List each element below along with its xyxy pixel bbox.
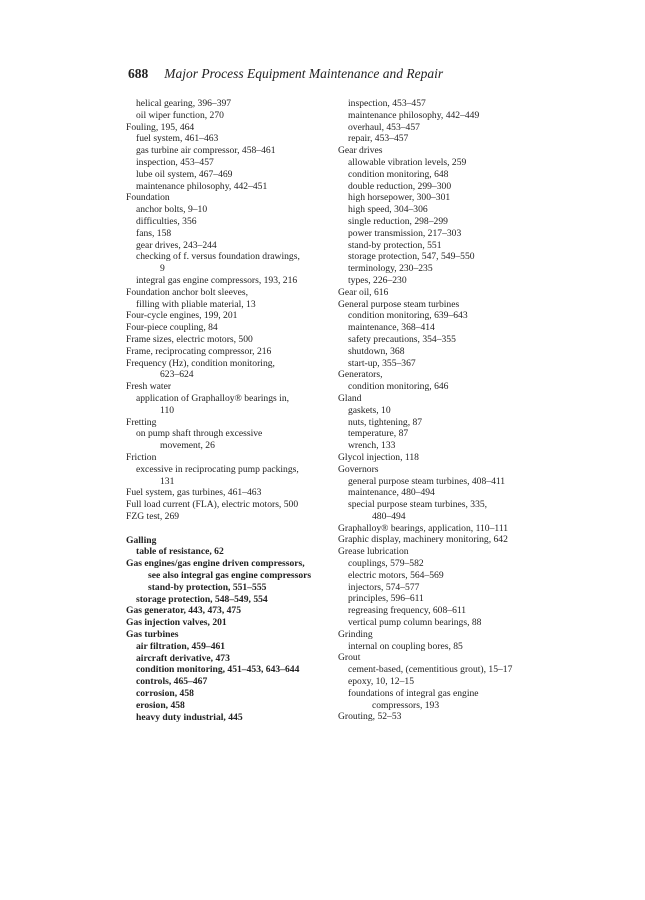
index-subentry: filling with pliable material, 13 xyxy=(136,298,256,310)
index-subentry: storage protection, 547, 549–550 xyxy=(348,251,475,263)
index-entry: Foundation anchor bolt sleeves, xyxy=(126,286,249,298)
index-subentry: nuts, tightening, 87 xyxy=(348,416,423,428)
index-subentry: allowable vibration levels, 259 xyxy=(348,156,467,168)
index-subentry: temperature, 87 xyxy=(348,428,409,440)
index-subentry: gaskets, 10 xyxy=(348,404,391,416)
index-entry: Foundation xyxy=(126,192,170,204)
index-subentry: 480–494 xyxy=(372,510,406,522)
index-subentry: movement, 26 xyxy=(160,440,215,452)
index-entry: Four-cycle engines, 199, 201 xyxy=(126,310,238,322)
index-subentry: maintenance philosophy, 442–449 xyxy=(348,109,480,121)
index-subentry: controls, 465–467 xyxy=(136,676,208,688)
index-subentry: fans, 158 xyxy=(136,227,172,239)
index-subentry: air filtration, 459–461 xyxy=(136,640,226,652)
index-subentry: inspection, 453–457 xyxy=(136,156,214,168)
index-subentry: high speed, 304–306 xyxy=(348,204,428,216)
index-entry: Gear drives xyxy=(338,145,383,157)
index-entry: Fresh water xyxy=(126,381,172,393)
index-entry: Grinding xyxy=(338,628,373,640)
index-subentry: 623–624 xyxy=(160,369,194,381)
index-entry: Fouling, 195, 464 xyxy=(126,121,195,133)
index-subentry: wrench, 133 xyxy=(348,440,396,452)
index-column-left xyxy=(126,98,332,723)
index-subentry: regreasing frequency, 608–611 xyxy=(348,605,467,617)
index-entry: Gas turbines xyxy=(126,629,179,641)
index-subentry: aircraft derivative, 473 xyxy=(136,652,230,664)
index-subentry: shutdown, 368 xyxy=(348,345,405,357)
index-entry: Gear oil, 616 xyxy=(338,286,389,298)
index-subentry: 131 xyxy=(160,475,175,487)
index-subentry: double reduction, 299–300 xyxy=(348,180,452,192)
index-subentry: vertical pump column bearings, 88 xyxy=(348,617,482,629)
index-subentry: application of Graphalloy® bearings in, xyxy=(136,392,290,404)
index-subentry: couplings, 579–582 xyxy=(348,558,424,570)
index-entry: Gas generator, 443, 473, 475 xyxy=(126,605,242,617)
index-subentry: overhaul, 453–457 xyxy=(348,121,420,133)
index-subentry: cement-based, (cementitious grout), 15–17 xyxy=(348,664,513,676)
index-subentry: repair, 453–457 xyxy=(348,133,409,145)
index-subentry: stand-by protection, 551 xyxy=(348,239,442,251)
index-subentry: storage protection, 548–549, 554 xyxy=(136,593,268,605)
page-header xyxy=(128,66,443,82)
index-entry: Friction xyxy=(126,451,157,463)
index-entry: FZG test, 269 xyxy=(126,510,180,522)
index-entry: Grease lubrication xyxy=(338,546,409,558)
index-subentry: oil wiper function, 270 xyxy=(136,109,224,121)
page-number: 688 xyxy=(128,66,149,81)
index-entry: Gas engines/gas engine driven compressors, xyxy=(126,558,305,570)
index-entry: Graphalloy® bearings, application, 110–111 xyxy=(338,522,509,534)
index-entry: Gas injection valves, 201 xyxy=(126,617,227,629)
index-subentry: types, 226–230 xyxy=(348,274,407,286)
running-title: Major Process Equipment Maintenance and Repair xyxy=(164,66,444,81)
index-subentry: condition monitoring, 451–453, 643–644 xyxy=(136,664,300,676)
index-subentry: inspection, 453–457 xyxy=(348,98,426,109)
index-subentry: gear drives, 243–244 xyxy=(136,239,217,251)
index-entry: Gland xyxy=(338,392,362,404)
section-gap xyxy=(126,523,332,535)
index-entry: Grout xyxy=(338,652,361,664)
index-subentry: condition monitoring, 646 xyxy=(348,381,449,393)
index-subentry: 9 xyxy=(160,263,165,275)
index-entry: Full load current (FLA), electric motors, 500 xyxy=(126,499,299,511)
index-subentry: erosion, 458 xyxy=(136,699,185,711)
index-subentry: condition monitoring, 639–643 xyxy=(348,310,468,322)
index-subentry: power transmission, 217–303 xyxy=(348,227,462,239)
index-entry: Grouting, 52–53 xyxy=(338,711,402,723)
index-subentry: internal on coupling bores, 85 xyxy=(348,640,463,652)
index-subentry: see also integral gas engine compressors xyxy=(148,570,312,582)
index-subentry: checking of f. versus foundation drawings, xyxy=(136,251,300,263)
index-subentry: condition monitoring, 648 xyxy=(348,168,449,180)
index-entry: Four-piece coupling, 84 xyxy=(126,322,218,334)
index-subentry: single reduction, 298–299 xyxy=(348,215,448,227)
index-subentry: table of resistance, 62 xyxy=(136,546,224,558)
index-subentry: foundations of integral gas engine xyxy=(348,687,479,699)
index-column-right xyxy=(338,98,546,723)
index-subentry: injectors, 574–577 xyxy=(348,581,420,593)
index-entry: Galling xyxy=(126,534,157,546)
index-subentry: helical gearing, 396–397 xyxy=(136,98,232,109)
index-entry: General purpose steam turbines xyxy=(338,298,460,310)
index-subentry: epoxy, 10, 12–15 xyxy=(348,676,414,688)
index-entry: Generators, xyxy=(338,369,383,381)
index-subentry: general purpose steam turbines, 408–411 xyxy=(348,475,506,487)
index-subentry: on pump shaft through excessive xyxy=(136,428,263,440)
index-subentry: corrosion, 458 xyxy=(136,688,194,700)
index-subentry: gas turbine air compressor, 458–461 xyxy=(136,145,276,157)
index-subentry: anchor bolts, 9–10 xyxy=(136,204,208,216)
index-subentry: lube oil system, 467–469 xyxy=(136,168,233,180)
index-subentry: compressors, 193 xyxy=(372,699,440,711)
index-subentry: maintenance philosophy, 442–451 xyxy=(136,180,268,192)
index-subentry: safety precautions, 354–355 xyxy=(348,333,456,345)
index-subentry: terminology, 230–235 xyxy=(348,263,433,275)
index-subentry: maintenance, 480–494 xyxy=(348,487,435,499)
index-subentry: maintenance, 368–414 xyxy=(348,322,435,334)
index-entry: Fuel system, gas turbines, 461–463 xyxy=(126,487,262,499)
index-subentry: special purpose steam turbines, 335, xyxy=(348,499,488,511)
index-entry: Frame, reciprocating compressor, 216 xyxy=(126,345,272,357)
index-entry: Frequency (Hz), condition monitoring, xyxy=(126,357,275,369)
index-subentry: 110 xyxy=(160,404,175,416)
index-subentry: integral gas engine compressors, 193, 216 xyxy=(136,274,298,286)
index-subentry: electric motors, 564–569 xyxy=(348,569,444,581)
index-subentry: difficulties, 356 xyxy=(136,215,197,227)
index-entry: Governors xyxy=(338,463,379,475)
index-entry: Glycol injection, 118 xyxy=(338,451,419,463)
index-subentry: high horsepower, 300–301 xyxy=(348,192,451,204)
index-subentry: start-up, 355–367 xyxy=(348,357,416,369)
index-subentry: principles, 596–611 xyxy=(348,593,424,605)
index-subentry: fuel system, 461–463 xyxy=(136,133,219,145)
index-subentry: stand-by protection, 551–555 xyxy=(148,581,267,593)
index-entry: Graphic display, machinery monitoring, 642 xyxy=(338,534,508,546)
index-subentry: excessive in reciprocating pump packings, xyxy=(136,463,299,475)
index-entry: Fretting xyxy=(126,416,157,428)
index-subentry: heavy duty industrial, 445 xyxy=(136,711,243,723)
index-entry: Frame sizes, electric motors, 500 xyxy=(126,333,253,345)
